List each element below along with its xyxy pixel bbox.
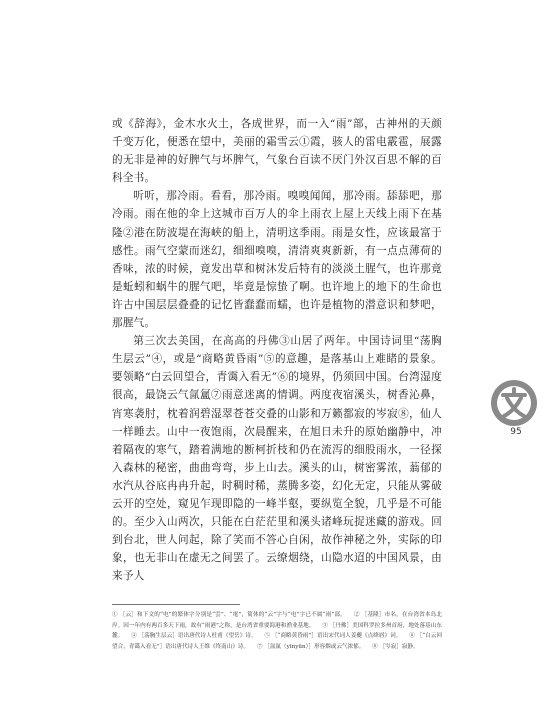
footnote-2: ② ［基隆］市名，在台湾省本岛北岸。因一年内有两百多天下雨，故有“雨港”之称，是台湾省重要海港和渔业基地。	[112, 612, 442, 629]
paragraph-3: 第三次去美国，在高高的丹佛③山居了两年。中国诗词里“荡胸生层云”④，或是“商略黄昏雨”⑤的意趣，是落基山上难睹的景象。要领略“白云回望合，青霭入看无”⑥的境界，仍须回中国。台湾湿度很高，最饶云气氤氲⑦雨意迷离的情调。两度夜宿溪头，树香沁鼻，宵寒袭肘，枕着润碧湿翠苍苍交叠的山影和万籁都寂的岑寂⑧，仙人一样睡去。山中一夜饱雨，次晨醒来，在旭日未升的原始幽静中，冲着隔夜的寒气，踏着满地的断柯折枝和仍在流泻的细股雨水，一径探入森林的秘密，曲曲弯弯，步上山去。溪头的山，树密雾浓，蓊郁的水汽从谷底冉冉升起，时稠时稀，蒸腾多姿，幻化无定，只能从雾破云开的空处，窥见乍现即隐的一峰半壑，要纵览全貌，几乎是不可能的。至少入山两次，只能在白茫茫里和溪头诸峰玩捉迷藏的游戏。回到台北，世人问起，除了笑而不答心自闲，故作神秘之外，实际的印象，也无非山在虚无之间罢了。云缭烟绕，山隐水迢的中国风景，由来予人	[112, 335, 442, 583]
page-number: 95	[510, 427, 522, 437]
paragraph-2: 听听，那冷雨。看看，那冷雨。嗅嗅闻闻，那冷雨。舔舔吧，那冷雨。雨在他的伞上这城市百万人的伞上雨衣上屋上天线上雨下在基隆②港在防波堤在海峡的船上，清明这季雨。雨是女性，应该最富于感性。雨气空蒙而迷幻，细细嗅嗅，清清爽爽新新，有一点点薄荷的香味，浓的时候，竟发出草和树沐发后特有的淡淡土腥气，也许那竟是蚯蚓和蜗牛的腥气吧，毕竟是惊蛰了啊。也许地上的地下的生命也许古中国层层叠叠的记忆皆蠢蠢而蠕，也许是植物的潜意识和梦吧，那腥气。	[112, 190, 442, 330]
footnote-7: ⑦ ［氤氲（yīnyūn）］形容烟或云气浓郁。	[256, 643, 365, 650]
culture-emblem-icon	[489, 378, 539, 428]
paragraph-1: 或《辞海》，金木水火土，各成世界，而一入“雨”部，古神州的天颜千变万化，便悉在望中，美丽的霜雪云①霞，骇人的雷电霰雹，展露的无非是神的好脾气与坏脾气，气象台百读不厌门外汉百思不解的百科全书。	[112, 118, 442, 185]
footnote-4: ④ ［荡胸生层云］语出唐代诗人杜甫《望岳》诗。	[131, 633, 257, 640]
footnote-6: ⑥ ［“白云回望合，青霭入看无”］语出唐代诗人王维《终南山》诗。	[112, 633, 442, 650]
footnote-1: ① ［云］和下文的“电”的繁体字分别是“雲”、“電”，简体的“云”字与“电”字已不属“雨”部。	[112, 612, 346, 618]
footnote-divider	[112, 604, 240, 605]
footnote-8: ⑧ ［岑寂］寂静。	[372, 643, 419, 650]
footnotes	[112, 610, 442, 652]
body-text	[112, 115, 442, 585]
footnote-5: ⑤ ［“商略黄昏雨”］语出宋代词人姜夔《点绛唇》词。	[264, 633, 402, 640]
footnote-3: ③ ［丹佛］美国科罗拉多州首府，地处落基山东麓。	[112, 622, 442, 640]
